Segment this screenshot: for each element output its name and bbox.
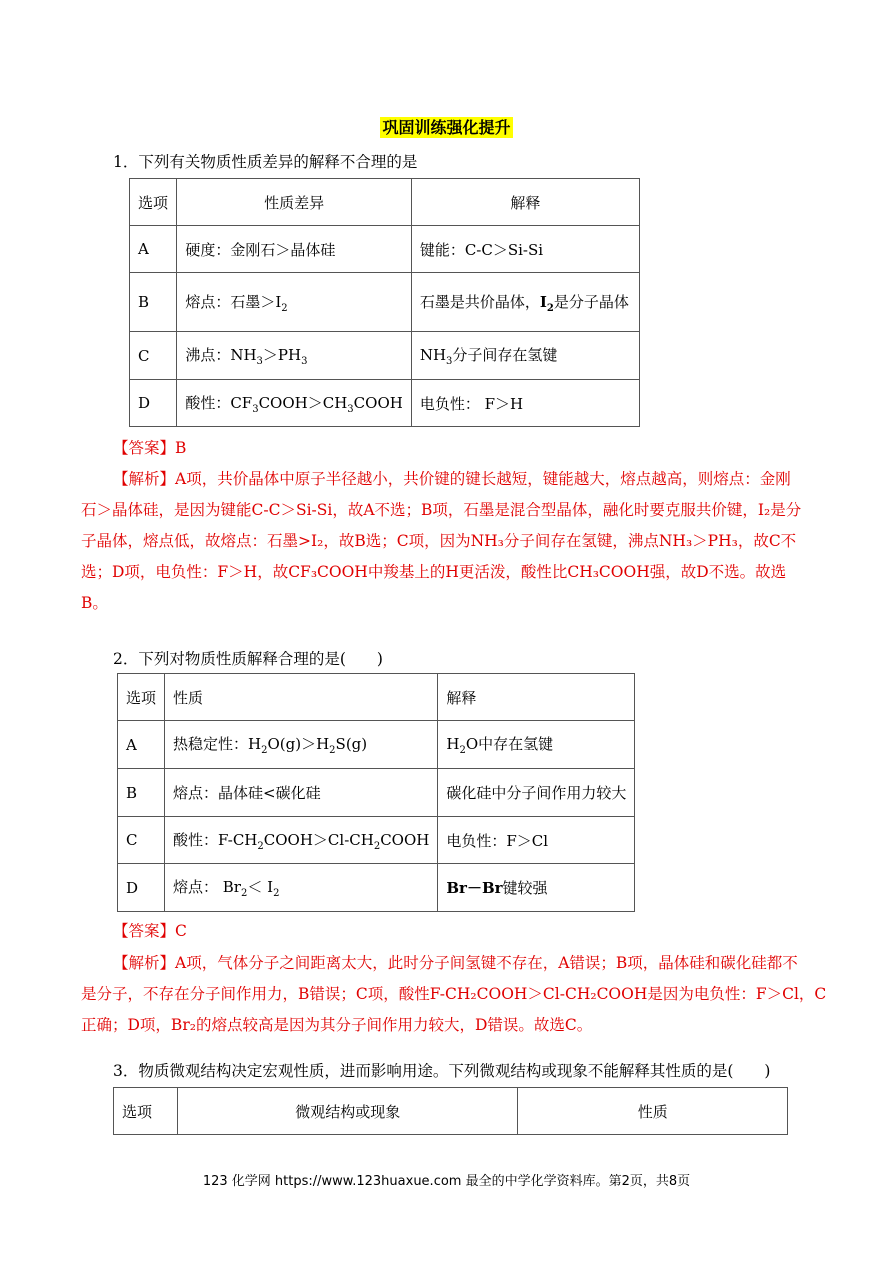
answer-2: 【答案】C: [113, 922, 187, 940]
row-property: 硬度：金刚石＞晶体硅: [177, 226, 412, 273]
analysis-line: 是分子，不存在分子间作用力，B错误；C项，酸性F-CH₂COOH＞Cl-CH₂COOH是因为电负性：F＞Cl，C: [81, 985, 827, 1003]
header-option: 选项: [118, 674, 165, 721]
analysis-line: 子晶体，熔点低，故熔点：石墨>I₂，故B选；C项，因为NH₃分子间存在氢键，沸点NH₃＞PH₃，故C不: [81, 532, 797, 550]
analysis-1: [81, 464, 801, 619]
header-option: 选项: [130, 179, 177, 226]
header-option: 选项: [114, 1088, 178, 1135]
row-option: D: [130, 380, 177, 427]
row-property: 酸性：$F-CH_2COOH>Cl-CH_2COOH$: [165, 817, 438, 864]
row-option: A: [130, 226, 177, 273]
row-explanation: 电负性： F＞H: [411, 380, 639, 427]
row-explanation: Br－Br键较强: [438, 864, 635, 912]
row-property: 熔点： $Br_2< I_2$: [165, 864, 438, 912]
row-property: 热稳定性：$H_2O(g)>H_2S(g)$: [165, 721, 438, 769]
row-explanation: 键能：C-C＞Si-Si: [411, 226, 639, 273]
header-explanation: 解释: [438, 674, 635, 721]
question-2-table: [117, 673, 635, 912]
table-row: [130, 332, 640, 380]
question-3-stem: 3．物质微观结构决定宏观性质，进而影响用途。下列微观结构或现象不能解释其性质的是( ): [113, 1062, 771, 1080]
row-option: C: [118, 817, 165, 864]
answer-1: 【答案】B: [113, 439, 187, 457]
row-property: 熔点：石墨$>I_2$: [177, 273, 412, 332]
header-property: 性质: [518, 1088, 788, 1135]
header-property: 性质差异: [177, 179, 412, 226]
row-property: 酸性：$CF_3COOH>CH_3COOH$: [177, 380, 412, 427]
question-1-stem: 1．下列有关物质性质差异的解释不合理的是: [113, 153, 418, 171]
row-option: D: [118, 864, 165, 912]
analysis-line: 石＞晶体硅，是因为键能C-C＞Si-Si，故A不选；B项，石墨是混合型晶体，融化时要克服共价键，I₂是分: [81, 501, 802, 519]
row-option: B: [118, 769, 165, 817]
table-row: [118, 817, 635, 864]
row-explanation: 石墨是共价晶体，$I_2$是分子晶体: [411, 273, 639, 332]
table-row: [130, 226, 640, 273]
table-header-row: [118, 674, 635, 721]
question-3-table: [113, 1087, 788, 1135]
table-row: [130, 273, 640, 332]
header-structure: 微观结构或现象: [177, 1088, 518, 1135]
analysis-line: 【解析】A项，共价晶体中原子半径越小，共价键的键长越短，键能越大，熔点越高，则熔点：金刚: [113, 470, 791, 488]
table-row: [118, 769, 635, 817]
question-2-stem: 2．下列对物质性质解释合理的是( ): [113, 650, 383, 668]
row-explanation: $NH_3$分子间存在氢键: [411, 332, 639, 380]
header-explanation: 解释: [411, 179, 639, 226]
row-explanation: 碳化硅中分子间作用力较大: [438, 769, 635, 817]
analysis-line: 选；D项，电负性：F＞H，故CF₃COOH中羧基上的H更活泼，酸性比CH₃COOH强，故D不选。故选: [81, 563, 787, 581]
section-title: 巩固训练强化提升: [382, 118, 511, 137]
page-footer: 123 化学网 https://www.123huaxue.com 最全的中学化学资料库。第2页，共8页: [202, 1174, 691, 1189]
row-explanation: 电负性：F＞Cl: [438, 817, 635, 864]
table-row: [130, 380, 640, 427]
analysis-line: 【解析】A项，气体分子之间距离太大，此时分子间氢键不存在，A错误；B项，晶体硅和碳化硅都不: [113, 954, 798, 972]
analysis-2: [81, 948, 826, 1041]
row-option: B: [130, 273, 177, 332]
row-option: C: [130, 332, 177, 380]
table-row: [118, 864, 635, 912]
row-property: 沸点：$NH_3>PH_3$: [177, 332, 412, 380]
row-explanation: $H_2O$中存在氢键: [438, 721, 635, 769]
header-property: 性质: [165, 674, 438, 721]
analysis-line: 正确；D项，Br₂的熔点较高是因为其分子间作用力较大，D错误。故选C。: [81, 1016, 593, 1034]
table-header-row: [130, 179, 640, 226]
table-header-row: [114, 1088, 788, 1135]
row-property: 熔点：晶体硅<碳化硅: [165, 769, 438, 817]
row-option: A: [118, 721, 165, 769]
question-1-table: [129, 178, 640, 427]
table-row: [118, 721, 635, 769]
analysis-line: B。: [81, 594, 108, 612]
